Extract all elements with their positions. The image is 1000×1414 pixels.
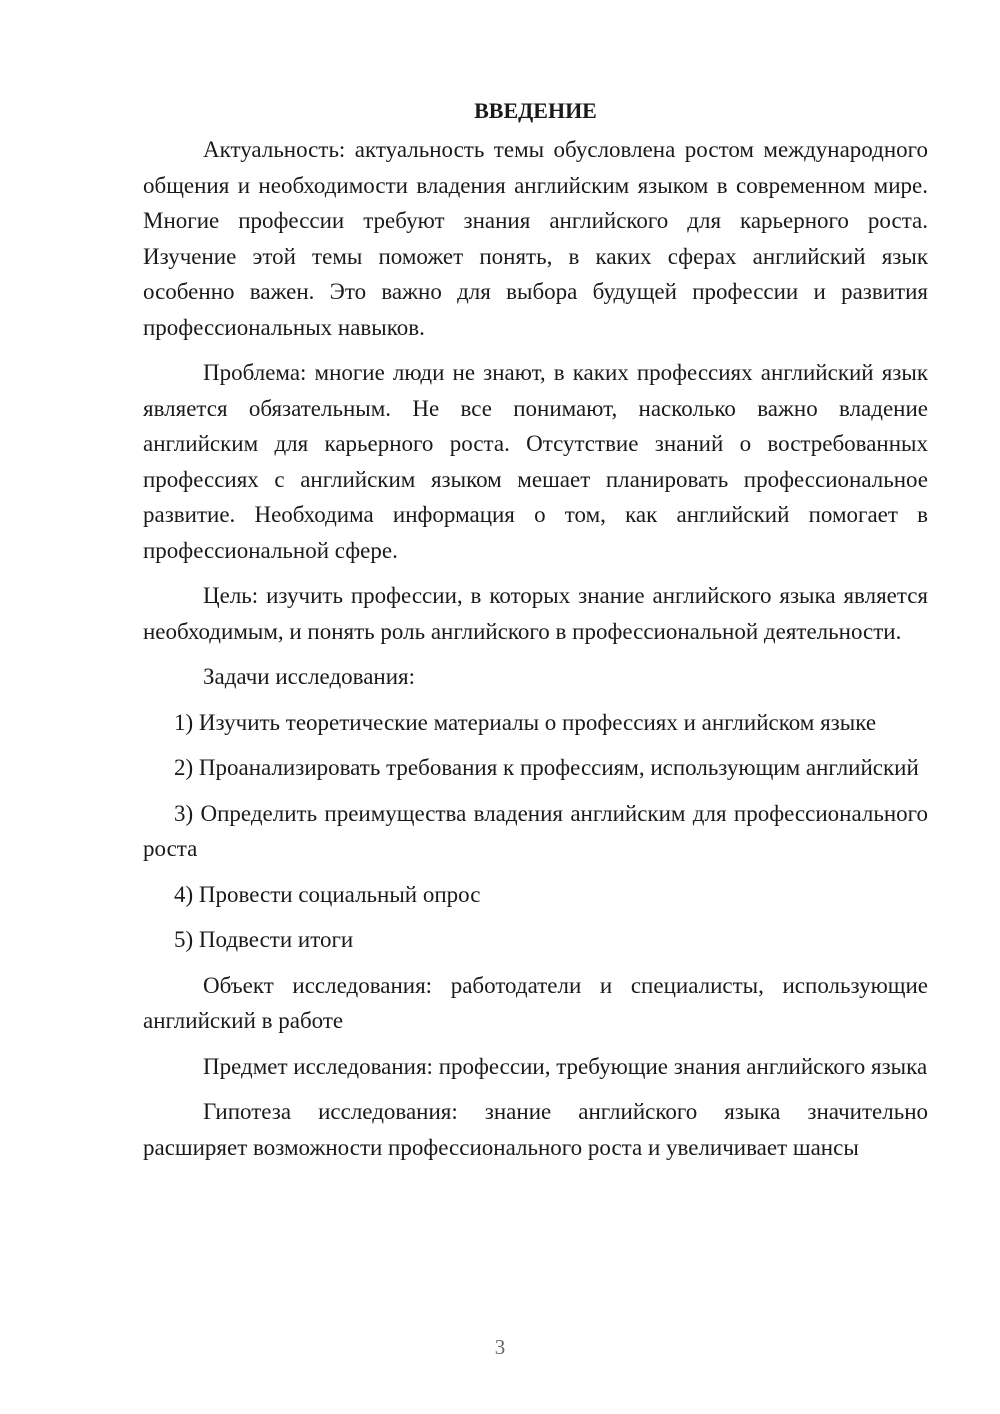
hypothesis-paragraph: Гипотеза исследования: знание английского языка значительно расширяет возможности профессионального роста и увеличивает шансы xyxy=(143,1099,928,1160)
task-item-3: 3) Определить преимущества владения английским для профессионального роста xyxy=(143,800,928,861)
page-title: ВВЕДЕНИЕ xyxy=(474,98,597,123)
object-paragraph: Объект исследования: работодатели и специалисты, использующие английский в работе xyxy=(143,972,928,1033)
tasks-heading: Задачи исследования: xyxy=(203,664,416,689)
task-item-1: 1) Изучить теоретические материалы о профессиях и английском языке xyxy=(174,709,877,735)
subject-paragraph: Предмет исследования: профессии, требующие знания английского языка xyxy=(203,1053,928,1079)
goal-paragraph: Цель: изучить профессии, в которых знание английского языка является необходимым, и понять роль английского в профессиональной деятельности. xyxy=(143,583,928,644)
page-number: 3 xyxy=(494,1335,506,1359)
page-content xyxy=(143,96,928,1165)
relevance-paragraph: Актуальность: актуальность темы обусловлена ростом международного общения и необходимости владения английским языком в современном мире. Многие профессии требуют знания английского для карьерного роста. Изучение этой темы поможет понять, в каких сферах английский язык особенно важен. Это важно для выбора будущей профессии и развития профессиональных навыков. xyxy=(143,137,928,340)
problem-paragraph: Проблема: многие люди не знают, в каких профессиях английский язык является обязательным. Не все понимают, насколько важно владение английским для карьерного роста. Отсутствие знаний о востребованных профессиях с английским языком мешает планировать профессиональное развитие. Необходима информация о том, как английский помогает в профессиональной сфере. xyxy=(143,360,928,563)
task-item-4: 4) Провести социальный опрос xyxy=(174,881,481,907)
task-item-2: 2) Проанализировать требования к профессиям, использующим английский xyxy=(174,755,919,780)
task-item-5: 5) Подвести итоги xyxy=(174,927,354,952)
